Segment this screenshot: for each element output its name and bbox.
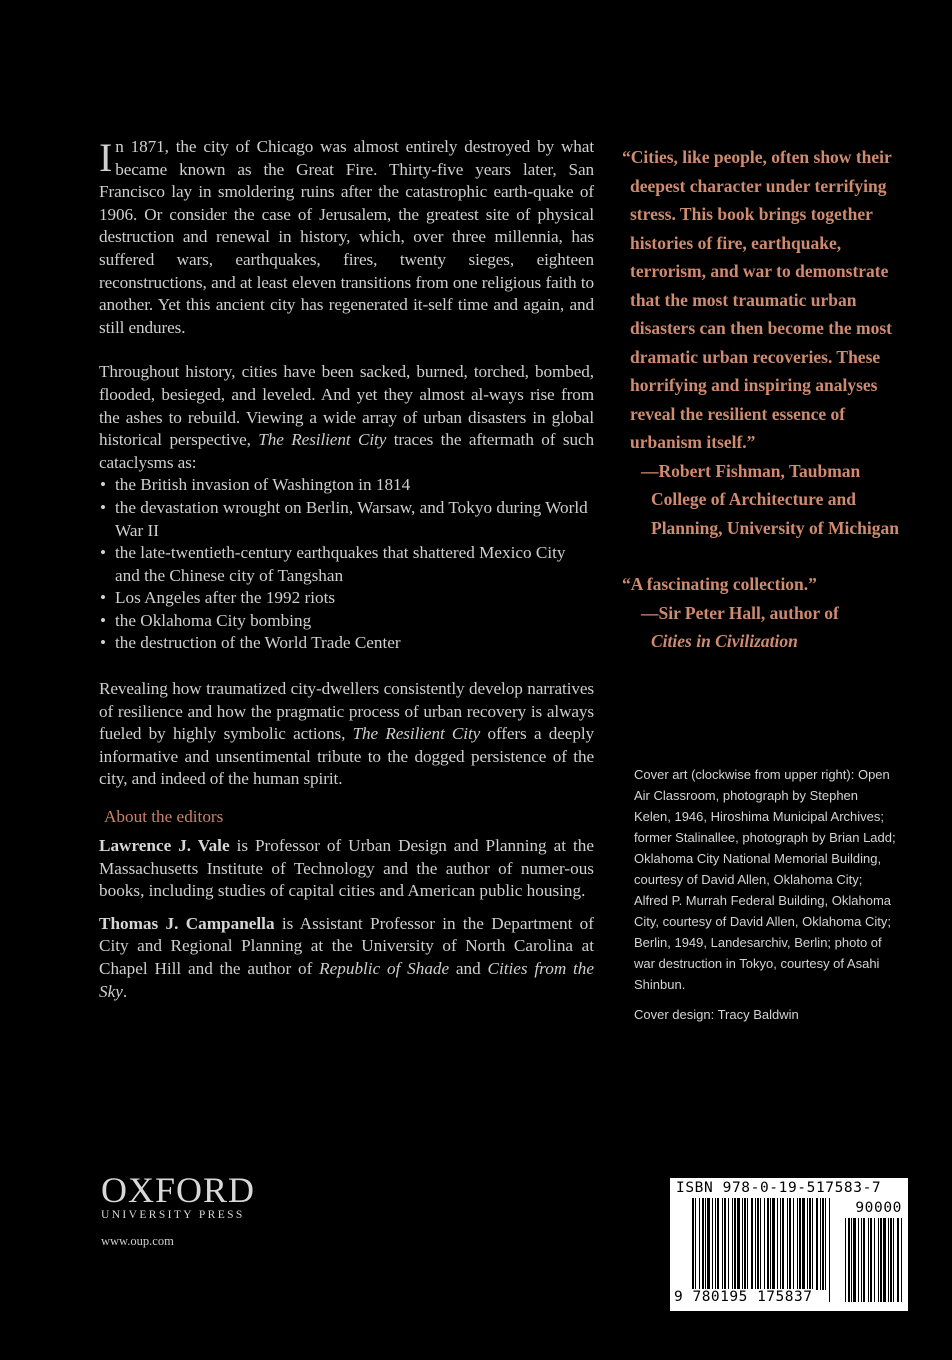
book-title-inline: Republic of Shade bbox=[319, 959, 450, 978]
editor-bio-campanella bbox=[99, 913, 594, 1003]
cover-design-credit: Cover design: Tracy Baldwin bbox=[634, 1007, 799, 1022]
cover-credits bbox=[634, 764, 896, 1034]
description-column bbox=[99, 136, 594, 1013]
list-item: • the devastation wrought on Berlin, Warsaw, and Tokyo during World War II bbox=[99, 497, 594, 542]
summary-text-end: offers a deeply informative and unsentimental tribute to the dogged persistence of the city, and indeed of the human spirit. bbox=[99, 724, 594, 789]
isbn-label: ISBN 978-0-19-517583-7 bbox=[676, 1180, 882, 1196]
intro-paragraph bbox=[99, 136, 594, 339]
publisher-url[interactable]: www.oup.com bbox=[101, 1234, 174, 1248]
summary-text: Revealing how traumatized city-dwellers consistently develop narratives of resilience and how the pragmatic process of urban recovery is always fueled by highly symbolic actions, bbox=[99, 679, 594, 744]
publisher-subtitle: UNIVERSITY PRESS bbox=[101, 1209, 245, 1221]
editor-bio-text: is Assistant Professor in the Department of City and Regional Planning at the University of North Carolina at Chapel Hill and the author of bbox=[99, 913, 594, 978]
list-item: • the Oklahoma City bombing bbox=[99, 610, 594, 633]
blurb-column bbox=[622, 143, 912, 656]
editor-bio-vale bbox=[99, 835, 594, 903]
cataclysm-list bbox=[99, 474, 594, 655]
history-text: Throughout history, cities have been sacked, burned, torched, bombed, flooded, besieged, and leveled. And yet they almost al-ways rise from the ashes to rebuild. Viewing a wide array of urban disasters in global historical perspective, bbox=[99, 362, 594, 450]
history-text-end: traces the aftermath of such cataclysms as: bbox=[99, 430, 594, 472]
book-title-inline: Cities from the Sky bbox=[99, 959, 595, 1001]
attribution-text: —Sir Peter Hall, author of bbox=[641, 602, 839, 623]
editors-heading: About the editors bbox=[104, 807, 224, 827]
history-paragraph bbox=[99, 361, 594, 474]
publisher-logo bbox=[101, 1171, 255, 1249]
intro-text: n 1871, the city of Chicago was almost entirely destroyed by what became known as the Great Fire. Thirty-five years later, San Francisco lay in smoldering ruins after the catastrophic earth-quake of 1906. Or consider the case of Jerusalem, the greatest site of physical destruction and renewal in history, which, over three millennia, has suffered wars, earthquakes, fires, twenty sieges, eighteen reconstructions, and at least eleven transitions from one religious faith to another. Yet this ancient city has regenerated it-self time and again, and still endures. bbox=[99, 137, 594, 337]
summary-paragraph bbox=[99, 678, 594, 791]
list-item: • Los Angeles after the 1992 riots bbox=[99, 587, 594, 610]
cover-art-credit: Cover art (clockwise from upper right): Open Air Classroom, photograph by Stephen Kelen, 1946, Hiroshima Municipal Archives; former Stalinallee, photograph by Brian Ladd; Oklahoma City National Memorial Building, courtesy of David Allen, Oklahoma City; Alfred P. Murrah Federal Building, Oklahoma City, courtesy of David Allen, Oklahoma City; Berlin, 1949, Landesarchiv, Berlin; photo of war destruction in Tokyo, courtesy of Asahi Shinbun. bbox=[634, 767, 896, 992]
blurb-attribution-hall bbox=[622, 599, 912, 656]
book-title-inline: The Resilient City bbox=[258, 430, 387, 450]
price-addon: 90000 bbox=[855, 1200, 902, 1216]
blurb-quote-fishman: “Cities, like people, often show their deepest character under terrifying stress. This book brings together histories of fire, earthquake, terrorism, and war to demonstrate that the most traumatic urban disasters can then become the most dramatic urban recoveries. These horrifying and inspiring analyses reveal the resilient essence of urbanism itself.” bbox=[622, 147, 892, 452]
list-item: • the British invasion of Washington in 1814 bbox=[99, 474, 594, 497]
editor-bio-text: is Professor of Urban Design and Planning at the Massachusetts Institute of Technology and the author of numer-ous books, including studies of capital cities and American public housing. bbox=[99, 836, 594, 901]
list-item: • the late-twentieth-century earthquakes that shattered Mexico City and the Chinese city of Tangshan bbox=[99, 542, 594, 587]
publisher-name: OXFORD bbox=[101, 1170, 256, 1210]
blurb-attribution-fishman: —Robert Fishman, Taubman College of Architecture and Planning, University of Michigan bbox=[641, 460, 899, 538]
blurb-quote-hall: “A fascinating collection.” bbox=[622, 574, 817, 594]
drop-cap: I bbox=[99, 135, 113, 180]
period: . bbox=[122, 981, 128, 1001]
conjunction: and bbox=[449, 959, 488, 978]
editor-name: Thomas J. Campanella bbox=[99, 913, 275, 933]
editor-name: Lawrence J. Vale bbox=[99, 836, 230, 856]
ean-digits: 9 780195 175837 bbox=[674, 1289, 813, 1305]
isbn-barcode bbox=[670, 1178, 908, 1311]
book-title-inline: The Resilient City bbox=[352, 724, 481, 744]
list-item: • the destruction of the World Trade Center bbox=[99, 632, 594, 655]
book-title-inline: Cities in Civilization bbox=[651, 631, 798, 651]
